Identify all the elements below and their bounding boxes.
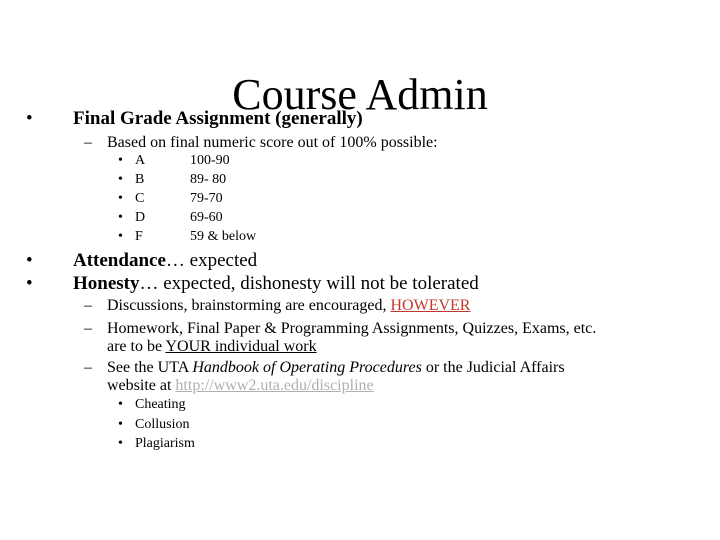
dash: – <box>84 134 92 151</box>
honesty-rest: … expected, dishonesty will not be tolerated <box>139 273 479 294</box>
discussions-line <box>107 297 470 315</box>
final-grade-heading: Final Grade Assignment (generally) <box>73 108 363 129</box>
grade-range: 79-70 <box>190 191 223 206</box>
final-grade-sub: Based on final numeric score out of 100% possible: <box>107 134 438 151</box>
dash: – <box>84 297 92 314</box>
attendance-line <box>73 250 257 272</box>
uta-line2 <box>107 377 374 395</box>
discussions-text: Discussions, brainstorming are encouraged, <box>107 297 391 314</box>
violation-item: Plagiarism <box>135 436 195 451</box>
handbook-title: Handbook of Operating Procedures <box>192 359 422 376</box>
bullet: • <box>26 250 33 271</box>
slide-title: Course Admin <box>232 70 488 119</box>
however-emphasis: HOWEVER <box>390 297 471 314</box>
grade-range: 89- 80 <box>190 172 227 187</box>
grade-letter: F <box>135 229 143 244</box>
bullet: • <box>118 191 123 206</box>
grade-letter: C <box>135 191 145 206</box>
violation-item: Collusion <box>135 417 190 432</box>
grade-range: 59 & below <box>190 229 257 244</box>
discipline-link[interactable]: http://www2.uta.edu/discipline <box>175 377 374 394</box>
grade-letter: B <box>135 172 145 187</box>
dash: – <box>84 359 92 376</box>
violation-item: Cheating <box>135 397 186 412</box>
attendance-label: Attendance <box>73 250 166 271</box>
uta-post: or the Judicial Affairs <box>421 359 565 376</box>
attendance-rest: … expected <box>165 250 258 271</box>
bullet: • <box>118 417 123 432</box>
honesty-line <box>73 273 479 295</box>
uta-line2-pre: website at <box>107 377 176 394</box>
grade-letter: D <box>135 210 146 225</box>
bullet: • <box>26 108 33 129</box>
bullet: • <box>118 229 123 244</box>
honesty-label: Honesty <box>73 273 140 294</box>
individual-work-emphasis: YOUR individual work <box>165 338 317 355</box>
grade-range: 69-60 <box>190 210 223 225</box>
bullet: • <box>118 397 123 412</box>
homework-line1: Homework, Final Paper & Programming Assignments, Quizzes, Exams, etc. <box>107 320 597 337</box>
homework-line2-pre: are to be <box>107 338 166 355</box>
grade-letter: A <box>135 153 146 168</box>
bullet: • <box>118 436 123 451</box>
bullet: • <box>118 153 123 168</box>
dash: – <box>84 320 92 337</box>
uta-pre: See the UTA <box>107 359 193 376</box>
bullet: • <box>118 210 123 225</box>
bullet: • <box>118 172 123 187</box>
bullet: • <box>26 273 33 294</box>
grade-range: 100-90 <box>190 153 230 168</box>
uta-line1 <box>107 359 565 377</box>
homework-line2 <box>107 338 317 356</box>
